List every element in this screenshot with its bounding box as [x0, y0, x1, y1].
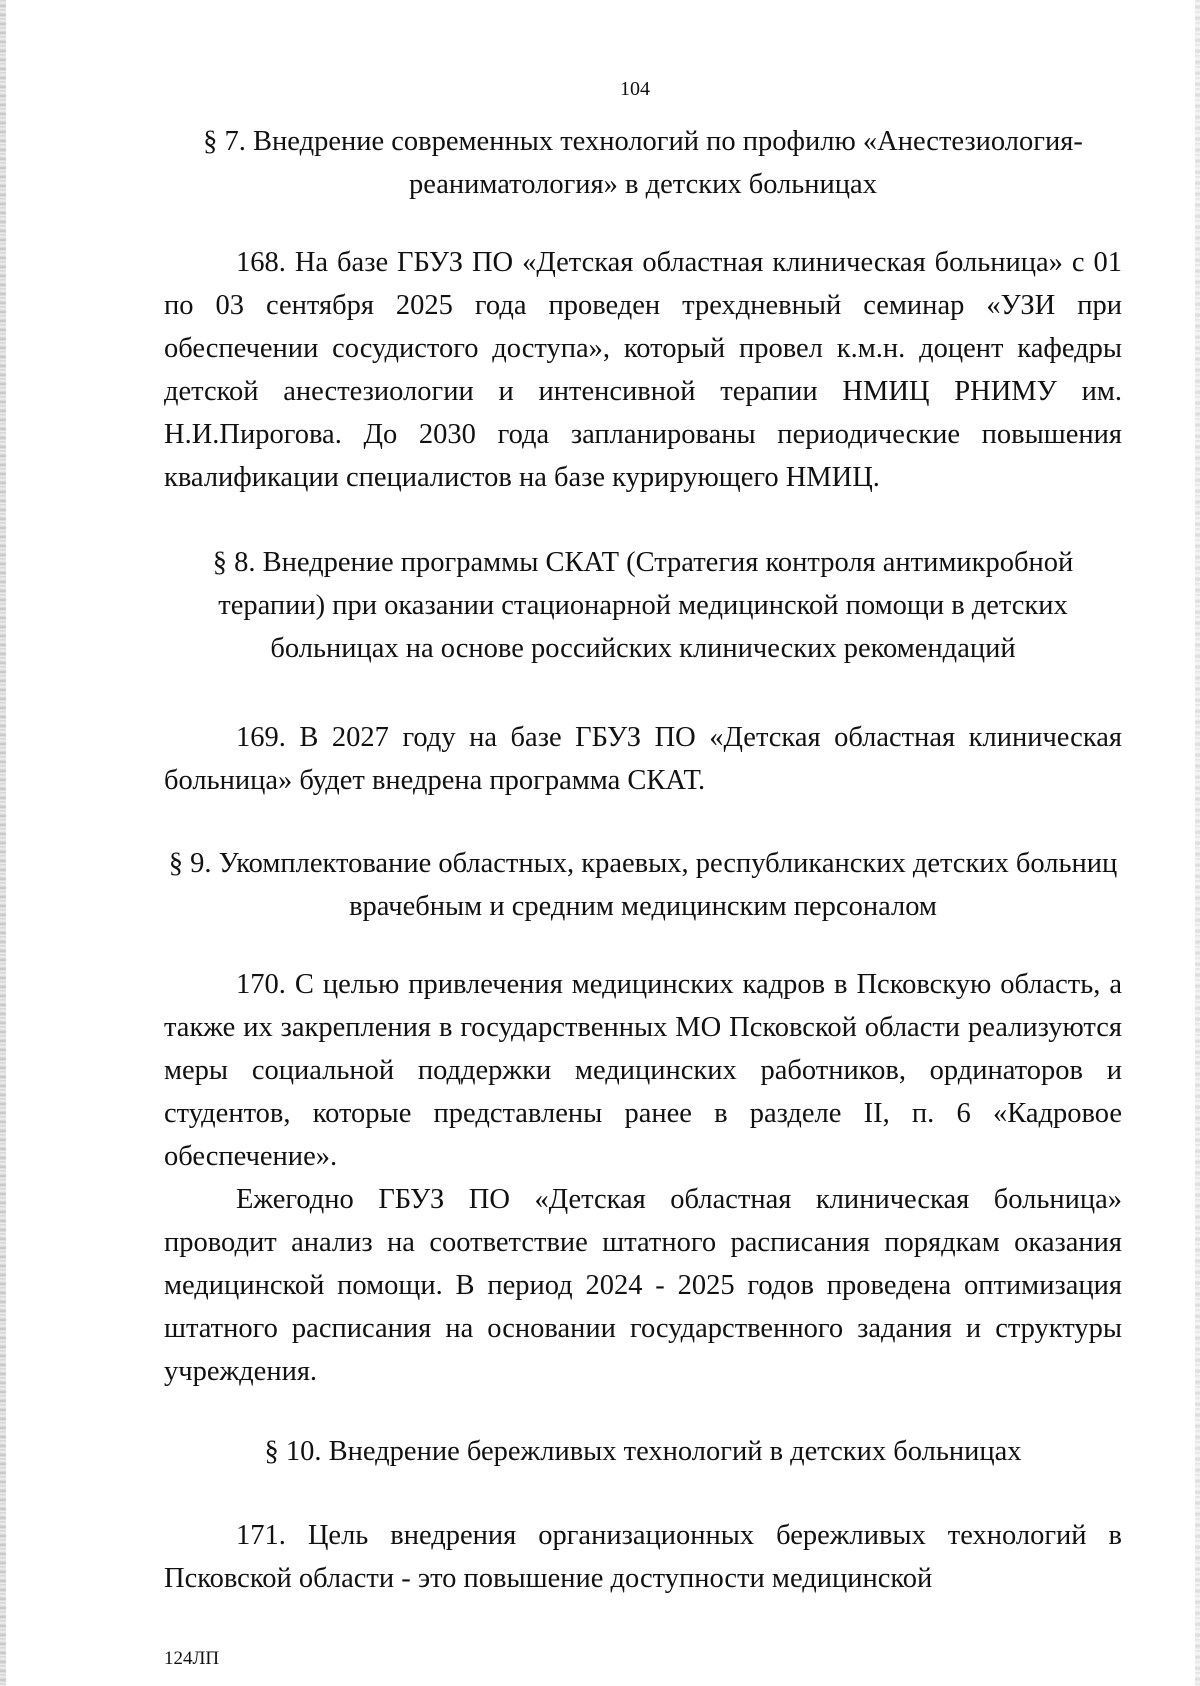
section-9-heading: § 9. Укомплектование областных, краевых, республиканских детских больниц врачебным и средним медицинским персоналом — [168, 848, 1118, 922]
section-7-heading: § 7. Внедрение современных технологий по профилю «Анестезиология-реаниматология» в детских больницах — [203, 126, 1083, 200]
footer-document-code: 124ЛП — [164, 1648, 220, 1669]
scan-edge-right — [1195, 0, 1200, 1686]
paragraph-170: 170. С целью привлечения медицинских кадров в Псковскую область, а также их закрепления в государственных МО Псковской области реализуются меры социальной поддержки медицинских работников, ординаторов и студентов, которые представлены ранее в разделе II, п. 6 «Кадровое обеспечение». — [164, 969, 1122, 1172]
page-number: 104 — [620, 78, 650, 100]
paragraph-168: 168. На базе ГБУЗ ПО «Детская областная клиническая больница» с 01 по 03 сентября 2025 года проведен трехдневный семинар «УЗИ при обеспечении сосудистого доступа», который провел к.м.н. доцент кафедры детской анестезиологии и интенсивной терапии НМИЦ РНИМУ им. Н.И.Пирогова. До 2030 года запланированы периодические повышения квалификации специалистов на базе курирующего НМИЦ. — [164, 247, 1122, 493]
scan-edge-left — [0, 0, 6, 1686]
section-8-heading: § 8. Внедрение программы СКАТ (Стратегия контроля антимикробной терапии) при оказании стационарной медицинской помощи в детских больницах на основе российских клинических рекомендаций — [212, 547, 1074, 664]
section-10-heading: § 10. Внедрение бережливых технологий в детских больницах — [264, 1436, 1022, 1467]
paragraph-169: 169. В 2027 году на базе ГБУЗ ПО «Детская областная клиническая больница» будет внедрена программа СКАТ. — [164, 722, 1122, 796]
paragraph-171: 171. Цель внедрения организационных бережливых технологий в Псковской области - это повышение доступности медицинской — [164, 1520, 1122, 1594]
paragraph-170-continuation: Ежегодно ГБУЗ ПО «Детская областная клиническая больница» проводит анализ на соответствие штатного расписания порядкам оказания медицинской помощи. В период 2024 - 2025 годов проведена оптимизация штатного расписания на основании государственного задания и структуры учреждения. — [164, 1184, 1122, 1387]
